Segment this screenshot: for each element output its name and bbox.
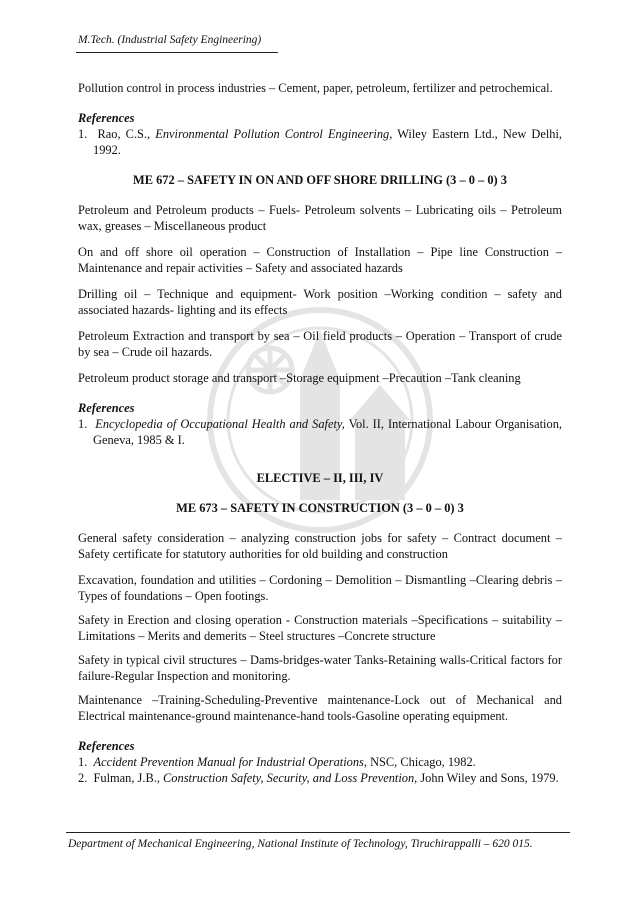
me673-paragraph: Safety in Erection and closing operation - Construction materials –Specifications – suitability – Limitations – Merits and demerits – Steel structures –Concrete structure <box>78 613 562 643</box>
me673-paragraph: Safety in typical civil structures – Dams-bridges-water Tanks-Retaining walls-Critical factors for failure-Regular Inspection and monitoring. <box>78 653 562 683</box>
me672-paragraph: On and off shore oil operation – Construction of Installation – Pipe line Construction – Maintenance and repair activities – Safety and associated hazards <box>78 245 562 275</box>
course-title-me672: ME 672 – SAFETY IN ON AND OFF SHORE DRILLING (3 – 0 – 0) 3 <box>133 173 507 187</box>
reference-item: 2. Fulman, J.B., Construction Safety, Security, and Loss Prevention, John Wiley and Sons, 1979. <box>78 771 559 785</box>
page-content <box>78 80 562 786</box>
page-footer: Department of Mechanical Engineering, National Institute of Technology, Tiruchirappalli – 620 015. <box>68 838 533 850</box>
me672-paragraph: Drilling oil – Technique and equipment- Work position –Working condition – safety and associated hazards- lighting and its effects <box>78 287 562 317</box>
me672-paragraph: Petroleum product storage and transport –Storage equipment –Precaution –Tank cleaning <box>78 371 521 385</box>
references-title: References <box>78 111 135 125</box>
elective-heading: ELECTIVE – II, III, IV <box>256 471 384 485</box>
me672-paragraph: Petroleum Extraction and transport by sea – Oil field products – Operation – Transport of crude by sea – Crude oil hazards. <box>78 329 562 359</box>
footer-rule <box>66 832 570 833</box>
me673-paragraph: Maintenance –Training-Scheduling-Preventive maintenance-Lock out of Mechanical and Electrical maintenance-ground maintenance-hand tools-Gasoline operating equipment. <box>78 693 562 723</box>
me673-paragraph: Excavation, foundation and utilities – Cordoning – Demolition – Dismantling –Clearing debris – Types of foundations – Open footings. <box>78 573 562 603</box>
reference-item: 1. Encyclopedia of Occupational Health and Safety, Vol. II, International Labour Organisation, Geneva, 1985 & I. <box>78 417 562 447</box>
references-title: References <box>78 739 135 753</box>
page-header: M.Tech. (Industrial Safety Engineering) <box>78 34 262 46</box>
course-title-me673: ME 673 – SAFETY IN CONSTRUCTION (3 – 0 – 0) 3 <box>176 501 464 515</box>
reference-item: 1. Rao, C.S., Environmental Pollution Control Engineering, Wiley Eastern Ltd., New Delhi, 1992. <box>78 127 562 157</box>
me672-paragraph: Petroleum and Petroleum products – Fuels- Petroleum solvents – Lubricating oils – Petroleum wax, greases – Miscellaneous product <box>78 203 562 233</box>
references-title: References <box>78 401 135 415</box>
pollution-paragraph: Pollution control in process industries – Cement, paper, petroleum, fertilizer and petrochemical. <box>78 81 553 95</box>
reference-item: 1. Accident Prevention Manual for Industrial Operations, NSC, Chicago, 1982. <box>78 755 476 769</box>
header-rule <box>76 52 278 53</box>
me673-paragraph: General safety consideration – analyzing construction jobs for safety – Contract document – Safety certificate for statutory authorities for old building and construction <box>78 531 562 561</box>
